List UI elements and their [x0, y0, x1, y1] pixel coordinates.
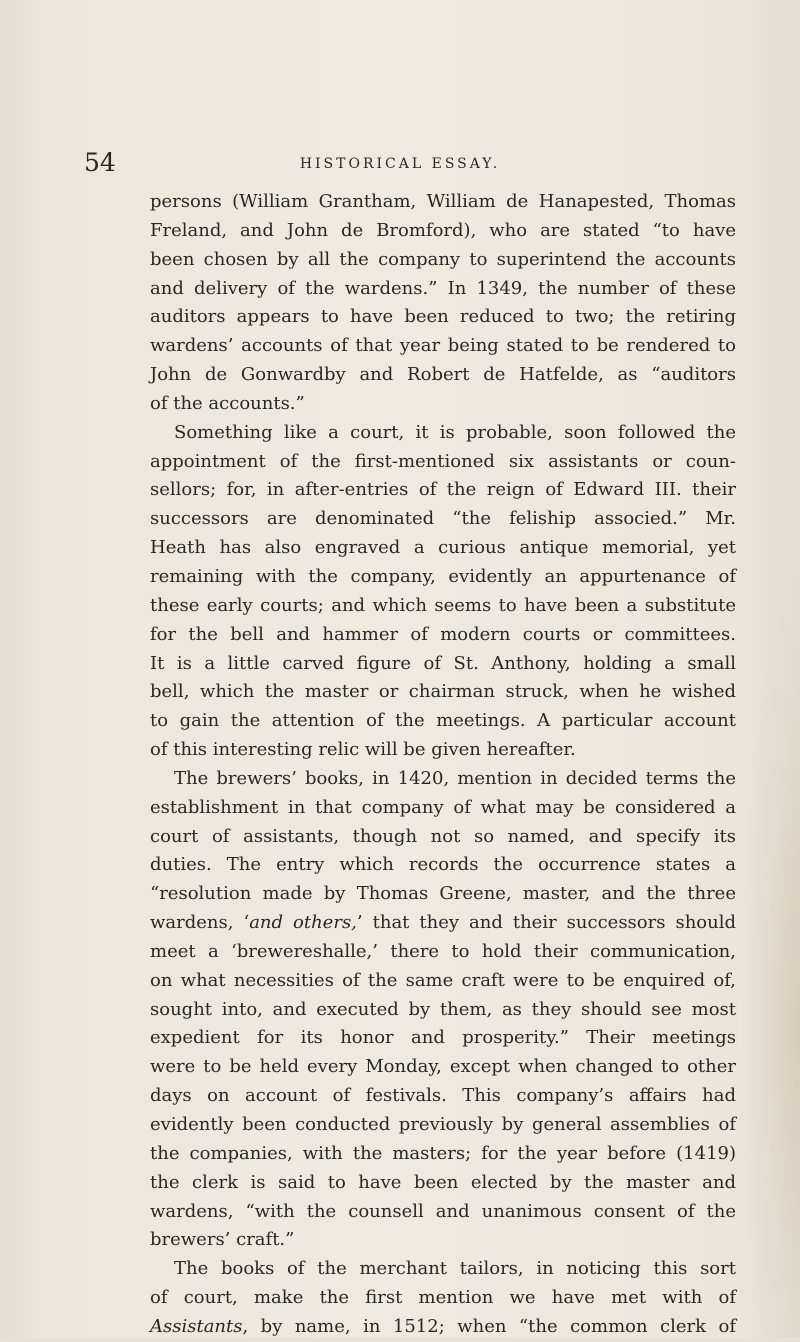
text-line: brewers’ craft.”: [150, 1229, 295, 1251]
text-line: The brewers’ books, in 1420, mention in decided terms the: [174, 767, 736, 789]
text-line: bell, which the master or chairman struck, when he wished: [150, 681, 736, 703]
text-line: were to be held every Monday, except when changed to other: [150, 1056, 736, 1078]
text-line: It is a little carved figure of St. Anthony, holding a small: [150, 652, 736, 674]
text-line: Freland, and John de Bromford), who are stated “to have: [150, 219, 736, 241]
text-line: wardens, ‘and others,’ that they and their successors should: [150, 912, 737, 934]
text-line: of this interesting relic will be given hereafter.: [150, 739, 576, 761]
text-line: days on account of festivals. This company’s affairs had: [150, 1085, 736, 1107]
text-line: these early courts; and which seems to have been a substitute: [150, 594, 736, 616]
text-line: on what necessities of the same craft were to be enquired of,: [150, 969, 736, 991]
text-line: sought into, and executed by them, as they should see most: [150, 998, 736, 1020]
text-line: expedient for its honor and prosperity.” Their meetings: [150, 1027, 736, 1049]
text-line: wardens, “with the counsell and unanimous consent of the: [150, 1200, 736, 1222]
text-line: sellors; for, in after-entries of the reign of Edward III. their: [150, 479, 736, 501]
text-line: persons (William Grantham, William de Hanapested, Thomas: [150, 191, 736, 212]
page-number: 54: [84, 148, 116, 177]
text-line: evidently been conducted previously by general assemblies of: [150, 1114, 736, 1135]
text-line: Something like a court, it is probable, soon followed the: [174, 421, 736, 443]
running-head: HISTORICAL ESSAY.: [299, 156, 501, 172]
text-line: “resolution made by Thomas Greene, master, and the three: [150, 883, 736, 905]
page-header: [0, 148, 800, 178]
text-line: wardens’ accounts of that year being stated to be rendered to: [150, 335, 736, 357]
text-line: auditors appears to have been reduced to two; the retiring: [150, 306, 736, 328]
text-line: Assistants, by name, in 1512; when “the common clerk of: [150, 1315, 736, 1337]
text-line: appointment of the first-mentioned six assistants or coun-: [150, 450, 736, 472]
text-line: for the bell and hammer of modern courts or committees.: [150, 623, 736, 645]
text-line: been chosen by all the company to superintend the accounts: [150, 248, 736, 270]
text-line: of court, make the first mention we have met with of: [150, 1287, 736, 1309]
text-line: duties. The entry which records the occurrence states a: [150, 854, 736, 876]
text-line: of the accounts.”: [150, 392, 305, 414]
text-line: The books of the merchant tailors, in noticing this sort: [174, 1258, 736, 1280]
text-line: successors are denominated “the feliship associed.” Mr.: [150, 508, 736, 530]
text-line: meet a ‘brewereshalle,’ there to hold their communication,: [150, 940, 736, 962]
text-line: and delivery of the wardens.” In 1349, the number of these: [150, 277, 736, 299]
text-line: remaining with the company, evidently an appurtenance of: [150, 565, 736, 587]
text-line: court of assistants, though not so named, and specify its: [150, 825, 736, 847]
text-line: establishment in that company of what may be considered a: [150, 796, 736, 818]
text-line: the clerk is said to have been elected by the master and: [150, 1171, 736, 1193]
body-text: [150, 188, 736, 1342]
text-line: the companies, with the masters; for the year before (1419): [150, 1142, 736, 1164]
text-line: to gain the attention of the meetings. A particular account: [150, 710, 736, 732]
text-line: Heath has also engraved a curious antique memorial, yet: [150, 537, 736, 559]
paper-stain: [740, 560, 800, 1338]
text-line: John de Gonwardby and Robert de Hatfelde, as “auditors: [150, 364, 736, 386]
